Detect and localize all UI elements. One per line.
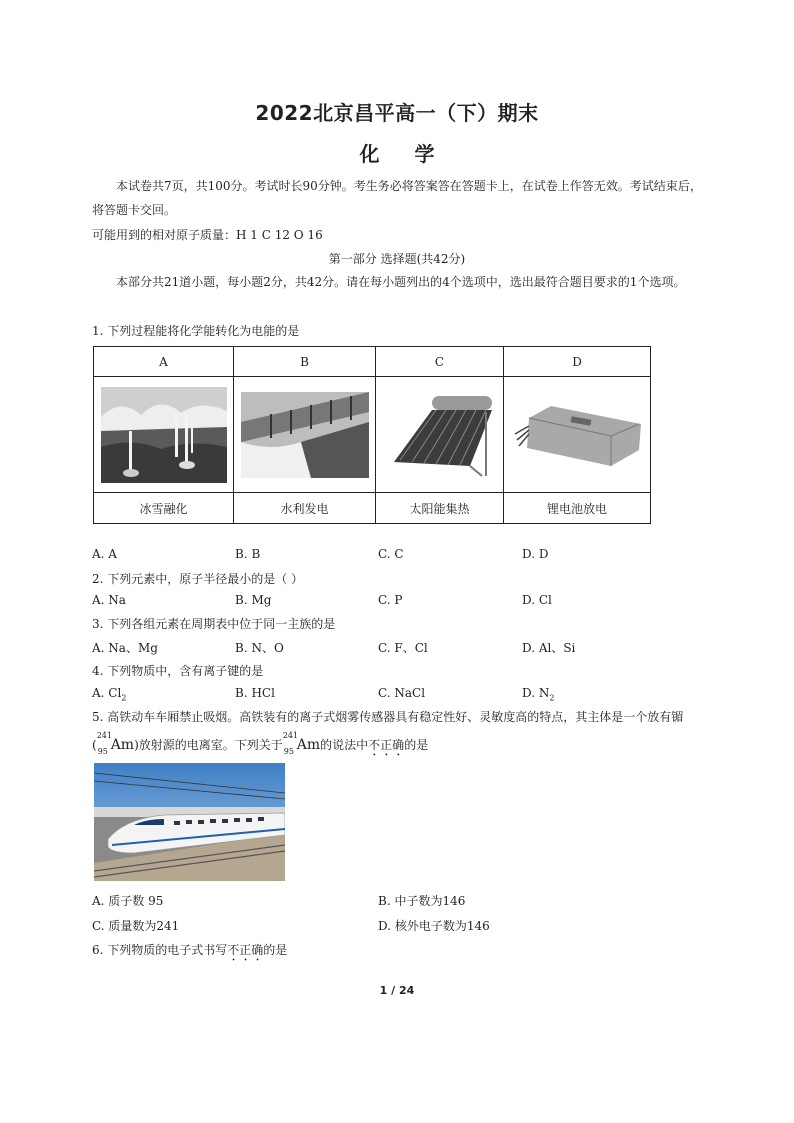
q1-option-c: C. C [378, 547, 404, 561]
q4-option-d: D. $N_2$ [522, 686, 555, 703]
q2-option-d: D. Cl [522, 593, 552, 607]
solar-water-heater-photo [376, 377, 504, 493]
lithium-battery-photo [504, 377, 651, 493]
nuclide-symbol: 241 95 [96, 731, 112, 756]
q1-option-b: B. B [235, 547, 261, 561]
page-title: 2022北京昌平高一（下）期末 [255, 101, 539, 125]
question-2-stem: 2. 下列元素中，原子半径最小的是（ ） [92, 572, 304, 586]
option-c-label: 太阳能集热 [376, 493, 504, 524]
page-number: 1 / 24 [379, 984, 415, 997]
q2-option-a: A. Na [92, 593, 126, 607]
option-d-label: 锂电池放电 [504, 493, 651, 524]
q4-option-a: A. $Cl_2$ [92, 686, 127, 703]
q3-option-a: A. Na、Mg [92, 641, 158, 655]
q2-option-c: C. P [378, 593, 403, 607]
q5-option-d: D. 核外电子数为146 [378, 919, 490, 933]
q5-option-a: A. 质子数 95 [92, 894, 164, 908]
q4-option-b: B. HCl [235, 686, 275, 700]
question-5-stem-line2: ( 241 95 Am)放射源的电离室。下列关于 241 95 Am的说法中不正确的是 [92, 731, 429, 756]
option-a-label: 冰雪融化 [94, 493, 234, 524]
q5-option-b: B. 中子数为146 [378, 894, 466, 908]
melting-ice-photo [94, 377, 234, 493]
q5-option-c: C. 质量数为241 [92, 919, 180, 933]
part1-heading: 第一部分 选择题(共42分) [328, 252, 466, 266]
high-speed-train-photo [94, 763, 285, 881]
q3-option-d: D. Al、Si [522, 641, 576, 655]
table-header-b: B [234, 347, 376, 377]
nuclide-symbol-2: 241 95 [282, 731, 299, 756]
q1-option-a: A. A [92, 547, 117, 561]
q4-option-c: C. NaCl [378, 686, 426, 700]
table-header-d: D [504, 347, 651, 377]
option-b-label: 水利发电 [234, 493, 376, 524]
table-header-a: A [94, 347, 234, 377]
question-6-stem: 6. 下列物质的电子式书写不正确的是 [92, 943, 288, 957]
exam-instructions: 本试卷共7页，共100分。考试时长90分钟。考生务必将答案答在答题卡上，在试卷上作答无效。考试结束后，将答题卡交回。 [92, 179, 702, 217]
question-1-stem: 1. 下列过程能将化学能转化为电能的是 [92, 324, 300, 338]
q3-option-c: C. F、Cl [378, 641, 428, 655]
hydropower-dam-photo [234, 377, 376, 493]
question-3-stem: 3. 下列各组元素在周期表中位于同一主族的是 [92, 617, 336, 631]
subject-title: 化 学 [359, 142, 435, 166]
question-5-stem-line1: 5. 高铁动车车厢禁止吸烟。高铁装有的离子式烟雾传感器具有稳定性好、灵敏度高的特点，其主体是一个放有镅 [92, 710, 684, 724]
part1-description: 本部分共21道小题，每小题2分，共42分。请在每小题列出的4个选项中，选出最符合题目要求的1个选项。 [116, 275, 686, 289]
q1-option-d: D. D [522, 547, 549, 561]
q3-option-b: B. N、O [235, 641, 284, 655]
table-header-c: C [376, 347, 504, 377]
q2-option-b: B. Mg [235, 593, 272, 607]
atomic-masses: 可能用到的相对原子质量：H 1 C 12 O 16 [92, 228, 323, 242]
question-4-stem: 4. 下列物质中，含有离子键的是 [92, 664, 264, 678]
question-1-table [93, 346, 651, 524]
